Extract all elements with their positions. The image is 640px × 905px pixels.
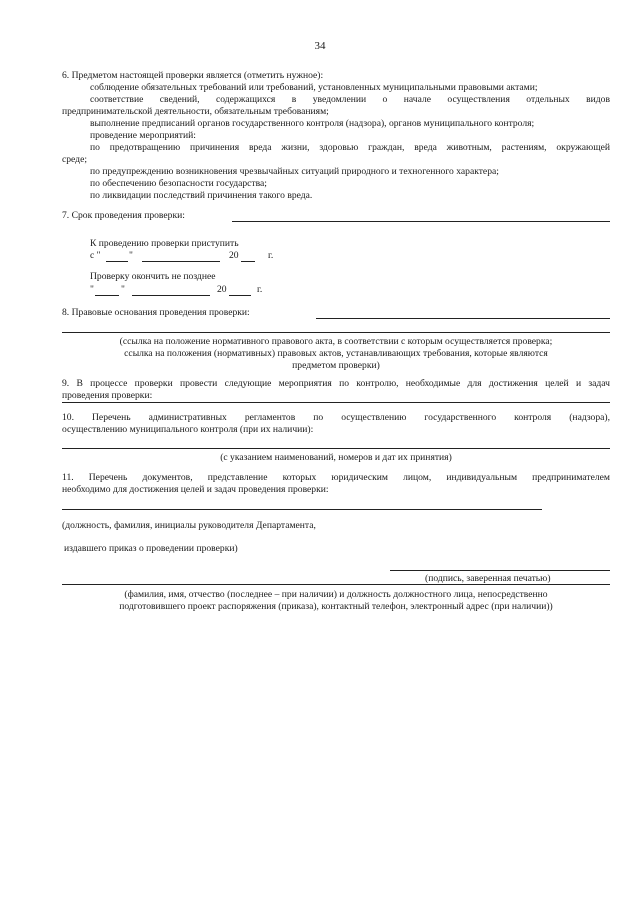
section-6-item-6: по предупреждению возникновения чрезвычайных ситуаций природного и техногенного характера; [90, 166, 499, 177]
section-6-item-2-line-1: соответствие сведений, содержащихся в уведомлении о начале осуществления отдельных видов [90, 94, 610, 105]
end-day-line [95, 295, 119, 296]
end-year-line [229, 295, 251, 296]
start-date-quote: " [129, 250, 133, 261]
legal-basis-line-1 [316, 318, 610, 319]
section-8-title: 8. Правовые основания проведения проверки: [62, 307, 250, 318]
section-10-line-2: осуществлению муниципального контроля (при их наличии): [62, 424, 314, 435]
section-6-item-4: проведение мероприятий: [90, 130, 196, 141]
author-fill-line [62, 584, 610, 585]
section-10-line-1: 10. Перечень административных регламентов по осуществлению государственного контроля (надзора), [62, 412, 610, 423]
end-label: Проверку окончить не позднее [90, 271, 216, 282]
start-year-line [241, 261, 255, 262]
section-6-item-1: соблюдение обязательных требований или требований, установленных муниципальными правовыми актами; [90, 82, 538, 93]
section-6-item-8: по ликвидации последствий причинения такого вреда. [90, 190, 313, 201]
end-date-quote: " [121, 284, 125, 295]
section-9-line-2: проведения проверки: [62, 390, 153, 401]
section-11-line-2: необходимо для достижения целей и задач проведения проверки: [62, 484, 329, 495]
start-month-line [142, 261, 220, 262]
section-8-note-line-3: предметом проверки) [292, 360, 380, 371]
section-6-item-5-line-1: по предотвращению причинения вреда жизни, здоровью граждан, вреда животным, растениям, окружающей [90, 142, 610, 153]
section-6-item-3: выполнение предписаний органов государственного контроля (надзора), органов муниципального контроля; [90, 118, 535, 129]
section-7-title: 7. Срок проведения проверки: [62, 210, 185, 221]
section-8-note-line-2: ссылка на положения (нормативных) правовых актов, устанавливающих требования, которые являются [124, 348, 548, 359]
start-year-suffix: г. [268, 250, 274, 261]
end-year-prefix: 20 [217, 284, 227, 295]
author-note-line-2: подготовившего проект распоряжения (приказа), контактный телефон, электронный адрес (при наличии)) [119, 601, 553, 612]
head-position-line-2: издавшего приказ о проведении проверки) [64, 543, 238, 554]
inspection-period-line [232, 221, 610, 222]
end-year-suffix: г. [257, 284, 263, 295]
section-6-item-2-line-2: предпринимательской деятельности, обязательным требованиям; [62, 106, 329, 117]
section-9-fill-line [62, 402, 610, 403]
start-year-prefix: 20 [229, 250, 239, 261]
section-6-title: 6. Предметом настоящей проверки является (отметить нужное): [62, 70, 324, 81]
section-9-line-1: 9. В процессе проверки провести следующие мероприятия по контролю, необходимые для достижения целей и задач [62, 378, 610, 389]
start-label: К проведению проверки приступить [90, 238, 239, 249]
section-10-note: (с указанием наименований, номеров и дат их принятия) [220, 452, 452, 463]
section-11-fill-line [62, 509, 542, 510]
start-day-line [106, 261, 128, 262]
signature-line [390, 570, 610, 571]
legal-basis-line-2 [62, 332, 610, 333]
section-8-note-line-1: (ссылка на положение нормативного правового акта, в соответствии с которым осуществляется проверка; [119, 336, 553, 347]
author-note-line-1: (фамилия, имя, отчество (последнее – при наличии) и должность должностного лица, непосредственно [124, 589, 548, 600]
page-number: 34 [314, 40, 326, 52]
end-month-line [132, 295, 210, 296]
start-date-prefix: с " [90, 250, 101, 261]
section-6-item-5-line-2: среде; [62, 154, 87, 165]
signature-note: (подпись, заверенная печатью) [425, 573, 551, 584]
section-6-item-7: по обеспечению безопасности государства; [90, 178, 267, 189]
end-date-prefix: " [90, 284, 94, 295]
head-position-line-1: (должность, фамилия, инициалы руководителя Департамента, [62, 520, 316, 531]
section-11-line-1: 11. Перечень документов, представление которых юридическим лицом, индивидуальным предпринимателем [62, 472, 610, 483]
section-10-fill-line [62, 448, 610, 449]
